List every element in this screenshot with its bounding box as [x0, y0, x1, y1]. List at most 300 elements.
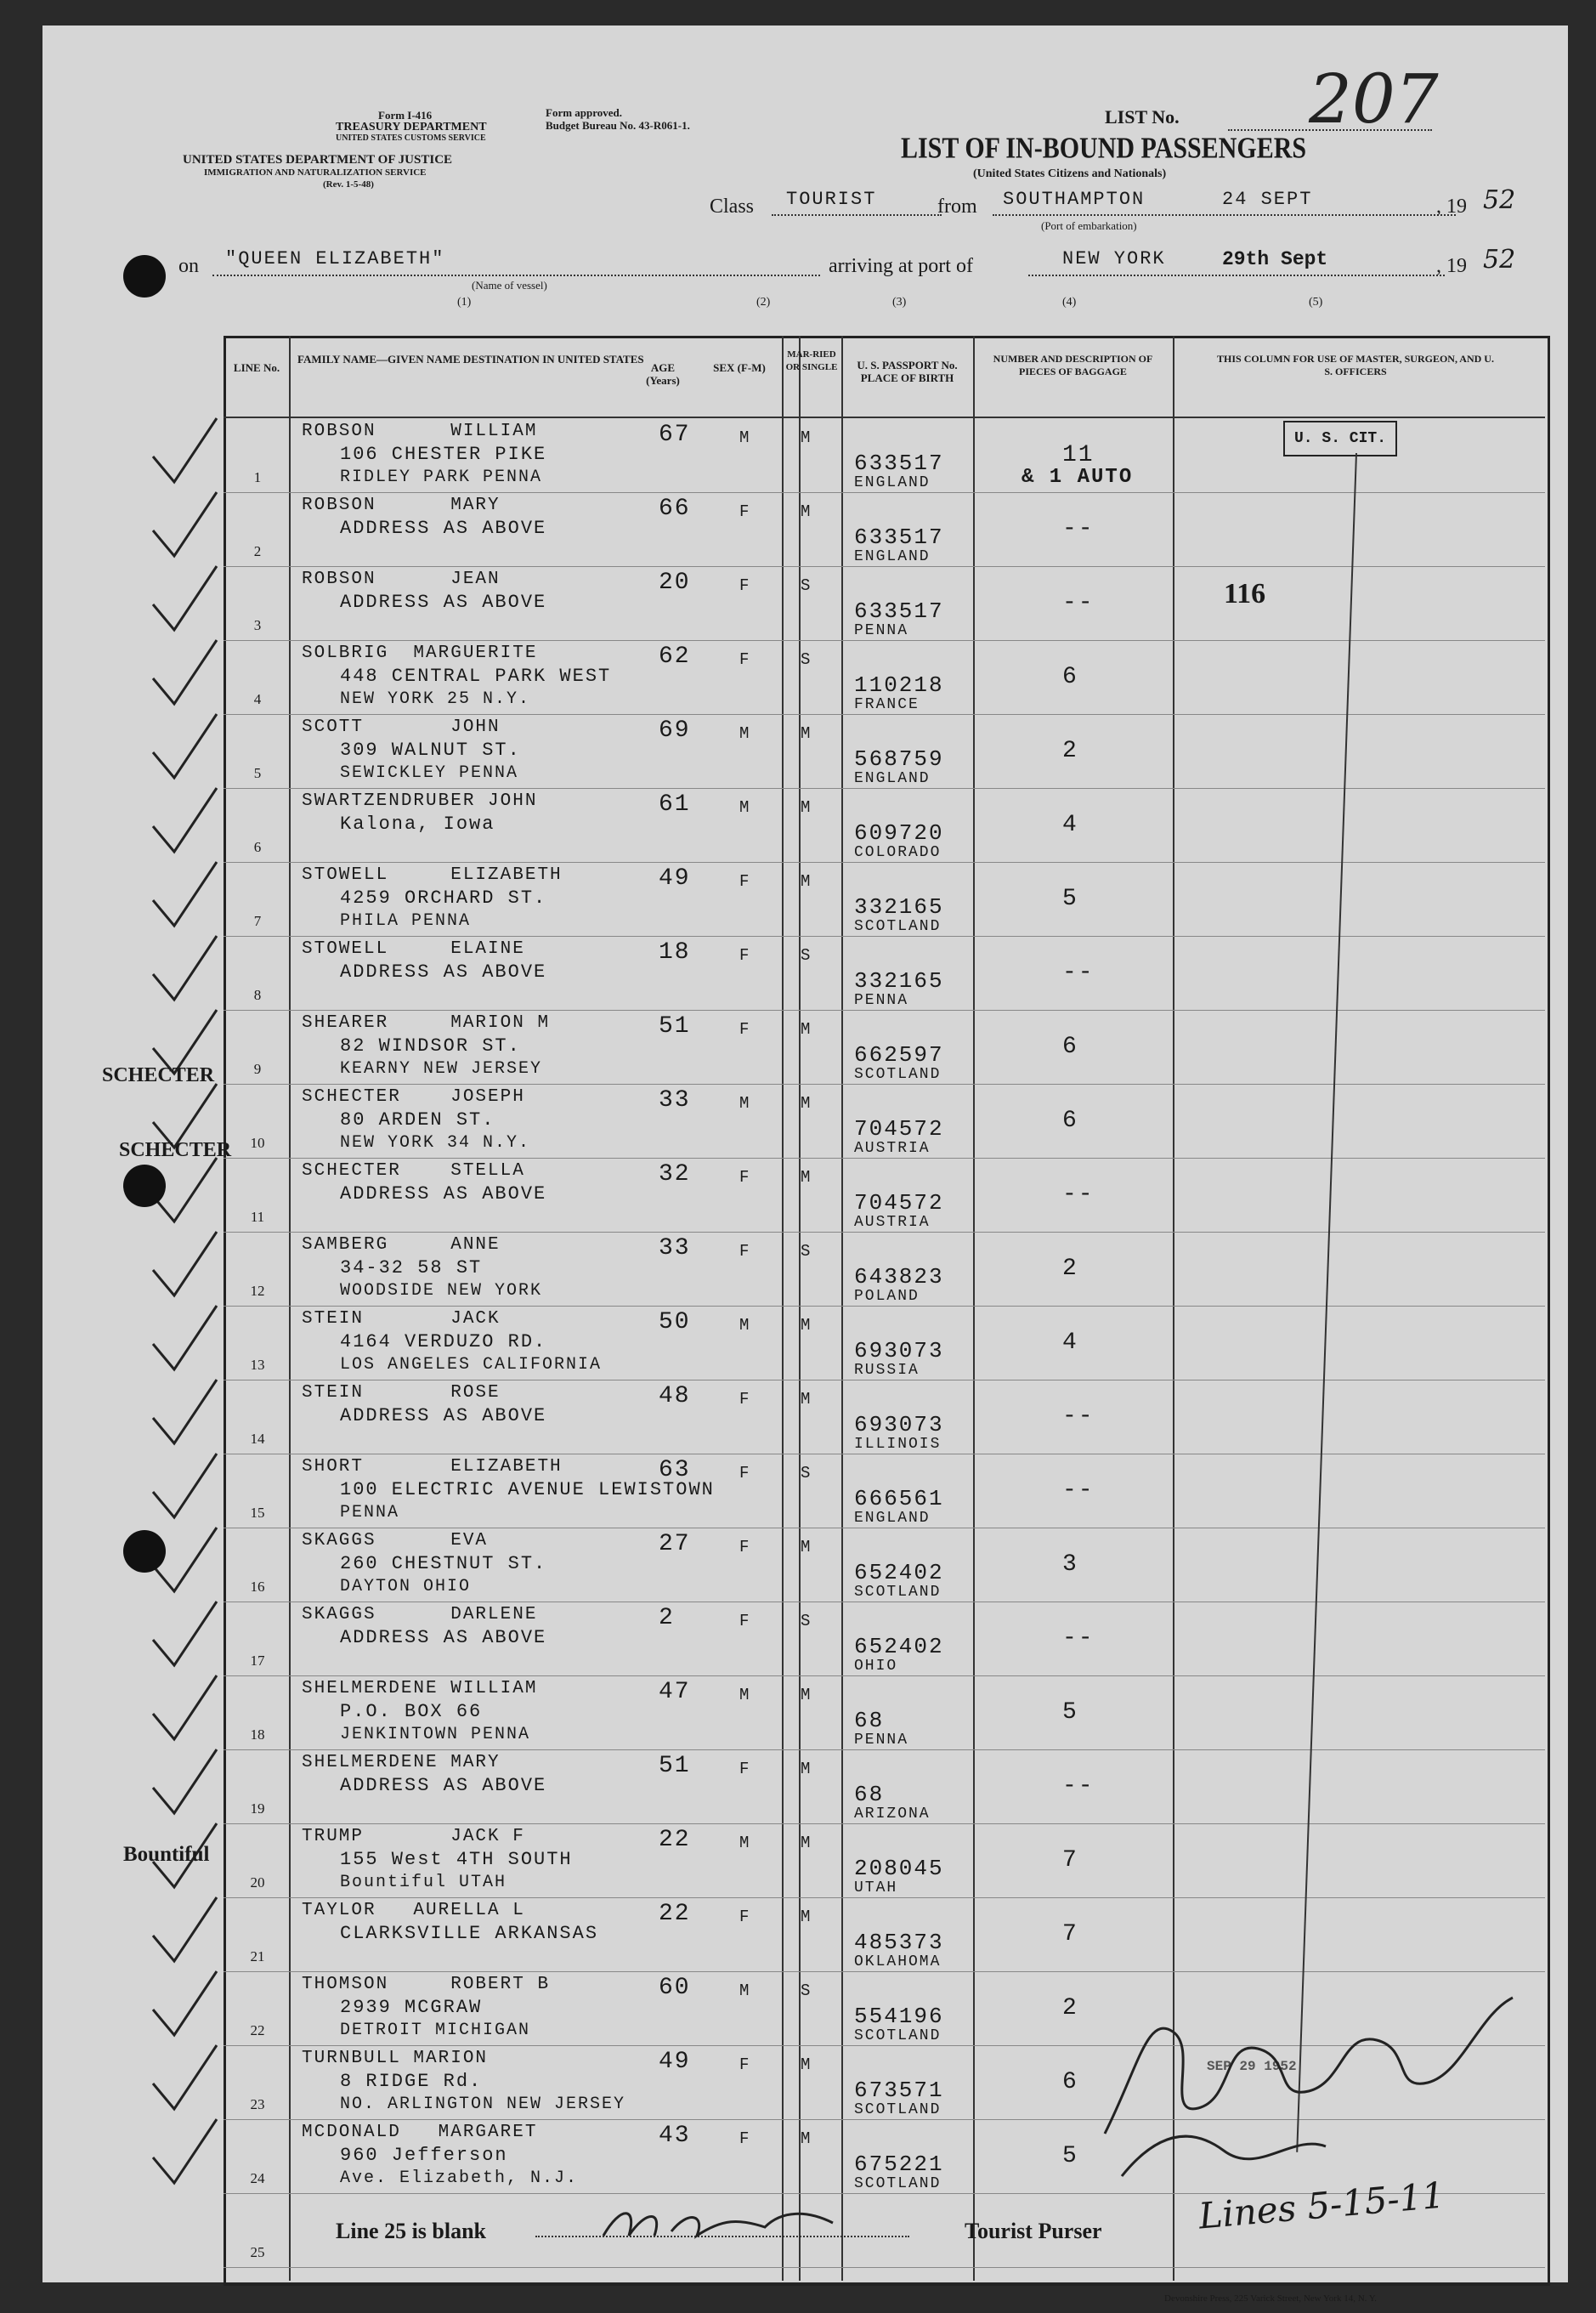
class-value: TOURIST	[786, 189, 877, 210]
col-age: AGE (Years)	[646, 361, 680, 387]
marital-status: S	[801, 1464, 812, 1482]
punch-hole	[123, 1165, 166, 1207]
baggage-count: 2	[1062, 1995, 1078, 2021]
marital-status: S	[801, 650, 812, 669]
address-line-1: 4164 VERDUZO RD.	[340, 1331, 547, 1352]
age: 60	[659, 1975, 691, 2001]
inspection-date-stamp: SEP 29 1952	[1207, 2059, 1297, 2074]
row-separator	[224, 1084, 1545, 1085]
address-line-1: 309 WALNUT ST.	[340, 740, 521, 761]
age: 20	[659, 570, 691, 596]
age: 22	[659, 1827, 691, 1853]
baggage-count: 6	[1062, 1034, 1078, 1060]
place-of-birth: AUSTRIA	[854, 1214, 931, 1231]
age: 63	[659, 1457, 691, 1483]
margin-schecter-2: SCHECTER	[119, 1139, 232, 1161]
row-separator	[224, 862, 1545, 863]
baggage-count: 3	[1062, 1551, 1078, 1578]
address-line-1: P.O. BOX 66	[340, 1701, 483, 1722]
age: 67	[659, 422, 691, 448]
passport-number: 643823	[854, 1264, 944, 1290]
passenger-name: STOWELL ELAINE	[302, 939, 525, 959]
age: 2	[659, 1605, 675, 1631]
place-of-birth: PENNA	[854, 622, 909, 639]
check-mark-icon	[149, 932, 225, 1008]
place-of-birth: ENGLAND	[854, 1510, 931, 1527]
col-sex: SEX (F-M)	[713, 361, 766, 374]
line-number: 7	[253, 913, 262, 929]
line-number: 14	[250, 1431, 265, 1447]
depart-date: 24 SEPT	[1222, 189, 1313, 210]
treasury-dept: TREASURY DEPARTMENT	[336, 121, 487, 133]
age: 22	[659, 1901, 691, 1927]
punch-hole	[123, 255, 166, 298]
baggage-count: --	[1062, 1477, 1095, 1504]
marital-status: M	[801, 2055, 812, 2074]
row-separator	[224, 788, 1545, 789]
address-line-1: 106 CHESTER PIKE	[340, 444, 547, 465]
row-separator	[224, 1823, 1545, 1824]
col-married: MAR-RIED OR SINGLE	[785, 349, 838, 372]
passenger-name: SHEARER MARION M	[302, 1013, 551, 1033]
check-mark-icon	[149, 562, 225, 638]
line-number: 20	[250, 1874, 265, 1891]
baggage-count: --	[1062, 1773, 1095, 1800]
passport-number: 675221	[854, 2151, 944, 2177]
page-title: LIST OF IN-BOUND PASSENGERS	[901, 132, 1307, 165]
address-line-2: JENKINTOWN PENNA	[340, 1725, 531, 1744]
baggage-count: 11	[1062, 442, 1095, 468]
passport-number: 704572	[854, 1190, 944, 1216]
passport-number: 704572	[854, 1116, 944, 1142]
row-separator	[224, 1306, 1545, 1307]
address-line-2: SEWICKLEY PENNA	[340, 763, 519, 783]
age: 61	[659, 791, 691, 818]
class-label: Class	[710, 196, 755, 218]
purser-label: Tourist Purser	[965, 2219, 1102, 2243]
sex: F	[739, 872, 751, 891]
arrival-year: 52	[1483, 245, 1516, 275]
place-of-birth: RUSSIA	[854, 1362, 920, 1379]
address-line-2: DAYTON OHIO	[340, 1577, 472, 1596]
baggage-count: 4	[1062, 812, 1078, 838]
sex: M	[739, 1316, 751, 1335]
age: 51	[659, 1013, 691, 1040]
age: 43	[659, 2123, 691, 2149]
sex: M	[739, 428, 751, 447]
marital-status: M	[801, 724, 812, 743]
address-line-1: ADDRESS AS ABOVE	[340, 1405, 547, 1426]
col-num-4: (4)	[1062, 296, 1077, 309]
check-mark-icon	[149, 1597, 225, 1674]
check-mark-icon	[149, 1893, 225, 1970]
check-mark-icon	[149, 858, 225, 934]
passenger-name: SOLBRIG MARGUERITE	[302, 643, 538, 663]
form-approved: Form approved.	[546, 106, 623, 119]
address-line-1: 2939 MCGRAW	[340, 1997, 483, 2018]
depart-year: 52	[1483, 185, 1516, 215]
line-number: 25	[250, 2244, 265, 2260]
age: 69	[659, 717, 691, 744]
sex: F	[739, 2055, 751, 2074]
check-mark-icon	[149, 1449, 225, 1526]
baggage-count: 7	[1062, 1847, 1078, 1874]
line-number: 15	[250, 1505, 265, 1521]
passenger-name: TRUMP JACK F	[302, 1827, 525, 1846]
ins: IMMIGRATION AND NATURALIZATION SERVICE	[204, 167, 427, 178]
address-line-1: ADDRESS AS ABOVE	[340, 592, 547, 613]
line-number: 8	[253, 987, 262, 1003]
age: 62	[659, 643, 691, 670]
check-mark-icon	[149, 784, 225, 860]
address-line-1: ADDRESS AS ABOVE	[340, 961, 547, 983]
marital-status: S	[801, 1612, 812, 1630]
sex: M	[739, 1686, 751, 1704]
line-number: 5	[253, 765, 262, 781]
age: 50	[659, 1309, 691, 1335]
sex: F	[739, 1020, 751, 1039]
place-of-birth: ENGLAND	[854, 770, 931, 787]
form-no: Form I-416	[378, 109, 433, 122]
passport-number: 666561	[854, 1486, 944, 1511]
line-number: 6	[253, 839, 262, 855]
sex: F	[739, 946, 751, 965]
sex: F	[739, 1908, 751, 1926]
passenger-name: SAMBERG ANNE	[302, 1235, 501, 1255]
place-of-birth: ENGLAND	[854, 548, 931, 565]
marital-status: S	[801, 576, 812, 595]
check-mark-icon	[149, 1227, 225, 1304]
address-line-2: Ave. Elizabeth, N.J.	[340, 2168, 579, 2188]
year-prefix-2: , 19	[1436, 255, 1467, 277]
sex: F	[739, 502, 751, 521]
address-line-1: ADDRESS AS ABOVE	[340, 1183, 547, 1205]
address-line-1: 82 WINDSOR ST.	[340, 1035, 521, 1057]
rev-date: (Rev. 1-5-48)	[323, 179, 374, 190]
sex: F	[739, 1168, 751, 1187]
row-separator	[224, 566, 1545, 567]
baggage-count: --	[1062, 590, 1095, 616]
place-of-birth: SCOTLAND	[854, 1066, 942, 1083]
baggage-count: 5	[1062, 886, 1078, 912]
col-num-5: (5)	[1309, 296, 1323, 309]
budget-bureau: Budget Bureau No. 43-R061-1.	[546, 119, 690, 132]
customs-service: UNITED STATES CUSTOMS SERVICE	[336, 133, 486, 143]
place-of-birth: AUSTRIA	[854, 1140, 931, 1157]
address-line-2: NEW YORK 34 N.Y.	[340, 1133, 531, 1153]
check-mark-icon	[149, 1301, 225, 1378]
address-line-2: KEARNY NEW JERSEY	[340, 1059, 543, 1079]
baggage-count: 4	[1062, 1329, 1078, 1356]
passport-number: 633517	[854, 451, 944, 476]
baggage-count: 6	[1062, 2069, 1078, 2095]
passenger-name: SWARTZENDRUBER JOHN	[302, 791, 538, 811]
place-of-birth: SCOTLAND	[854, 1584, 942, 1601]
marital-status: M	[801, 1168, 812, 1187]
marital-status: S	[801, 1981, 812, 2000]
baggage-count: 5	[1062, 1699, 1078, 1726]
passenger-name: SCHECTER JOSEPH	[302, 1087, 525, 1107]
check-mark-icon	[149, 2115, 225, 2191]
sex: M	[739, 1981, 751, 2000]
line-number: 1	[253, 469, 262, 485]
baggage-count: --	[1062, 960, 1095, 986]
sex: F	[739, 2129, 751, 2148]
passenger-name: ROBSON WILLIAM	[302, 422, 538, 441]
address-line-1: 448 CENTRAL PARK WEST	[340, 666, 612, 687]
on-label: on	[178, 255, 199, 277]
line25-note: Line 25 is blank	[336, 2219, 487, 2243]
arrival-date: 29th Sept	[1222, 248, 1328, 270]
marital-status: M	[801, 1538, 812, 1556]
passport-number: 609720	[854, 820, 944, 846]
passport-number: 633517	[854, 524, 944, 550]
baggage-count: 2	[1062, 1256, 1078, 1282]
passenger-name: SKAGGS DARLENE	[302, 1605, 538, 1624]
place-of-birth: ARIZONA	[854, 1806, 931, 1823]
passenger-name: SCOTT JOHN	[302, 717, 501, 737]
place-of-birth: UTAH	[854, 1879, 898, 1896]
from-value: SOUTHAMPTON	[1003, 189, 1146, 210]
passport-number: 633517	[854, 598, 944, 624]
address-line-2: Bountiful UTAH	[340, 1873, 507, 1892]
age: 47	[659, 1679, 691, 1705]
address-line-2: DETROIT MICHIGAN	[340, 2021, 531, 2040]
passenger-name: TURNBULL MARION	[302, 2049, 489, 2068]
address-line-1: CLARKSVILLE ARKANSAS	[340, 1923, 599, 1944]
row-separator	[224, 640, 1545, 641]
passenger-name: THOMSON ROBERT B	[302, 1975, 551, 1994]
passenger-name: SHELMERDENE MARY	[302, 1753, 501, 1772]
passenger-name: SCHECTER STELLA	[302, 1161, 525, 1181]
age: 49	[659, 2049, 691, 2075]
address-line-1: ADDRESS AS ABOVE	[340, 518, 547, 539]
check-mark-icon	[149, 2041, 225, 2117]
address-line-1: 34-32 58 ST	[340, 1257, 483, 1278]
marital-status: M	[801, 1760, 812, 1778]
col-line: LINE No.	[233, 361, 280, 374]
arriving-label: arriving at port of	[829, 255, 973, 277]
marital-status: S	[801, 946, 812, 965]
address-line-2: NEW YORK 25 N.Y.	[340, 689, 531, 709]
marital-status: M	[801, 1316, 812, 1335]
inspector-signature	[1088, 1964, 1530, 2185]
line-number: 4	[253, 691, 262, 707]
passenger-name: SHELMERDENE WILLIAM	[302, 1679, 538, 1698]
address-line-1: 8 RIDGE Rd.	[340, 2071, 483, 2092]
passport-number: 673571	[854, 2078, 944, 2103]
col-baggage: NUMBER AND DESCRIPTION OF PIECES OF BAGGAGE	[993, 353, 1153, 377]
sex: F	[739, 1538, 751, 1556]
address-line-2: PENNA	[340, 1503, 400, 1522]
address-line-1: 80 ARDEN ST.	[340, 1109, 495, 1131]
passport-number: 68	[854, 1708, 885, 1733]
age: 49	[659, 865, 691, 892]
place-of-birth: PENNA	[854, 1732, 909, 1749]
place-of-birth: SCOTLAND	[854, 2027, 942, 2044]
check-mark-icon	[149, 636, 225, 712]
marital-status: M	[801, 798, 812, 817]
row-separator	[224, 1749, 1545, 1750]
baggage-count: --	[1062, 1403, 1095, 1430]
place-of-birth: SCOTLAND	[854, 2101, 942, 2118]
year-prefix-1: , 19	[1436, 196, 1467, 218]
sex: M	[739, 724, 751, 743]
passport-number: 652402	[854, 1560, 944, 1585]
place-of-birth: OKLAHOMA	[854, 1953, 942, 1970]
check-mark-icon	[149, 1671, 225, 1748]
sex: F	[739, 1612, 751, 1630]
address-line-1: 155 West 4TH SOUTH	[340, 1849, 573, 1870]
check-mark-icon	[149, 1745, 225, 1822]
place-of-birth: POLAND	[854, 1288, 920, 1305]
sex: F	[739, 576, 751, 595]
age: 33	[659, 1235, 691, 1261]
row-separator	[224, 1675, 1545, 1676]
passport-number: 693073	[854, 1412, 944, 1437]
count-note: 116	[1224, 578, 1266, 609]
address-line-1: 100 ELECTRIC AVENUE LEWISTOWN	[340, 1479, 715, 1500]
sex: M	[739, 1094, 751, 1113]
baggage-extra: & 1 AUTO	[1022, 466, 1134, 489]
passenger-name: SHORT ELIZABETH	[302, 1457, 563, 1477]
lines-handnote: Lines 5-15-11	[1197, 2174, 1446, 2237]
place-of-birth: FRANCE	[854, 696, 920, 713]
line-number: 19	[250, 1800, 265, 1817]
check-mark-icon	[149, 1375, 225, 1452]
place-of-birth: ILLINOIS	[854, 1436, 942, 1453]
punch-hole	[123, 1530, 166, 1573]
us-citizen-stamp: U. S. CIT.	[1283, 421, 1397, 456]
address-line-2: WOODSIDE NEW YORK	[340, 1281, 543, 1301]
passport-number: 568759	[854, 746, 944, 772]
address-line-1: 4259 ORCHARD ST.	[340, 887, 547, 909]
line-number: 13	[250, 1357, 265, 1373]
address-line-1: ADDRESS AS ABOVE	[340, 1627, 547, 1648]
age: 33	[659, 1087, 691, 1114]
place-of-birth: SCOTLAND	[854, 918, 942, 935]
line-number: 10	[250, 1135, 265, 1151]
baggage-count: --	[1062, 1625, 1095, 1652]
line-number: 2	[253, 543, 262, 559]
passenger-name: MCDONALD MARGARET	[302, 2123, 538, 2142]
passport-number: 693073	[854, 1338, 944, 1363]
col-num-2: (2)	[756, 296, 771, 309]
marital-status: M	[801, 1020, 812, 1039]
age: 32	[659, 1161, 691, 1188]
doj: UNITED STATES DEPARTMENT OF JUSTICE	[183, 153, 453, 167]
row-separator	[224, 1158, 1545, 1159]
passenger-name: ROBSON JEAN	[302, 570, 501, 589]
passenger-name: ROBSON MARY	[302, 496, 501, 515]
col-num-3: (3)	[892, 296, 907, 309]
passenger-name: STOWELL ELIZABETH	[302, 865, 563, 885]
place-of-birth: OHIO	[854, 1658, 898, 1675]
marital-status: S	[801, 1242, 812, 1261]
sex: F	[739, 1390, 751, 1409]
page-subtitle: (United States Citizens and Nationals)	[973, 167, 1167, 180]
address-line-2: LOS ANGELES CALIFORNIA	[340, 1355, 603, 1375]
marital-status: M	[801, 872, 812, 891]
vessel-name: "QUEEN ELIZABETH"	[225, 248, 445, 269]
marital-status: M	[801, 1686, 812, 1704]
marital-status: M	[801, 1908, 812, 1926]
line-number: 22	[250, 2022, 265, 2038]
marital-status: M	[801, 1094, 812, 1113]
line-number: 23	[250, 2096, 265, 2112]
purser-signature	[595, 2202, 850, 2253]
address-line-2: NO. ARLINGTON NEW JERSEY	[340, 2095, 626, 2114]
marital-status: M	[801, 502, 812, 521]
from-label: from	[937, 196, 977, 218]
baggage-count: 6	[1062, 664, 1078, 690]
list-no-label: LIST No.	[1105, 106, 1180, 128]
line-number: 16	[250, 1579, 265, 1595]
row-separator	[224, 1897, 1545, 1898]
arrival-port: NEW YORK	[1062, 248, 1166, 269]
address-line-2: RIDLEY PARK PENNA	[340, 468, 543, 487]
line-number: 11	[250, 1209, 265, 1225]
baggage-count: --	[1062, 516, 1095, 542]
line-number: 12	[250, 1283, 265, 1299]
check-mark-icon	[149, 488, 225, 564]
line-number: 17	[250, 1653, 265, 1669]
marital-status: M	[801, 428, 812, 447]
printer-imprint: Devonshire Press, 225 Varick Street, New York 14, N. Y.	[1164, 2293, 1378, 2304]
passenger-name: STEIN JACK	[302, 1309, 501, 1329]
port-embark-caption: (Port of embarkation)	[1041, 219, 1137, 232]
sex: F	[739, 1464, 751, 1482]
sex: M	[739, 798, 751, 817]
list-no-value: 207	[1309, 60, 1439, 139]
passport-number: 652402	[854, 1634, 944, 1659]
line-number: 24	[250, 2170, 265, 2186]
check-mark-icon	[149, 1967, 225, 2044]
passport-number: 208045	[854, 1856, 944, 1881]
line-number: 9	[253, 1061, 262, 1077]
passport-number: 110218	[854, 672, 944, 698]
address-line-1: Kalona, Iowa	[340, 814, 495, 835]
row-separator	[224, 2267, 1545, 2268]
baggage-count: 5	[1062, 2143, 1078, 2169]
col-name: FAMILY NAME—GIVEN NAME DESTINATION IN UNITED STATES	[297, 353, 644, 366]
check-mark-icon	[149, 414, 225, 490]
age: 27	[659, 1531, 691, 1557]
age: 48	[659, 1383, 691, 1409]
line-number: 18	[250, 1726, 265, 1743]
address-line-1: 960 Jefferson	[340, 2145, 508, 2166]
margin-bountiful: Bountiful	[123, 1843, 210, 1866]
line-number: 21	[250, 1948, 265, 1964]
row-separator	[224, 1232, 1545, 1233]
address-line-1: 260 CHESTNUT ST.	[340, 1553, 547, 1574]
age: 51	[659, 1753, 691, 1779]
manifest-sheet	[42, 26, 1568, 2304]
sex: F	[739, 1242, 751, 1261]
sex: M	[739, 1834, 751, 1852]
marital-status: M	[801, 1390, 812, 1409]
passport-number: 332165	[854, 894, 944, 920]
passport-number: 554196	[854, 2004, 944, 2029]
sex: F	[739, 650, 751, 669]
passport-number: 662597	[854, 1042, 944, 1068]
sex: F	[739, 1760, 751, 1778]
passenger-name: SKAGGS EVA	[302, 1531, 489, 1551]
vessel-caption: (Name of vessel)	[472, 279, 547, 292]
place-of-birth: PENNA	[854, 992, 909, 1009]
place-of-birth: COLORADO	[854, 844, 942, 861]
line-number: 3	[253, 617, 262, 633]
